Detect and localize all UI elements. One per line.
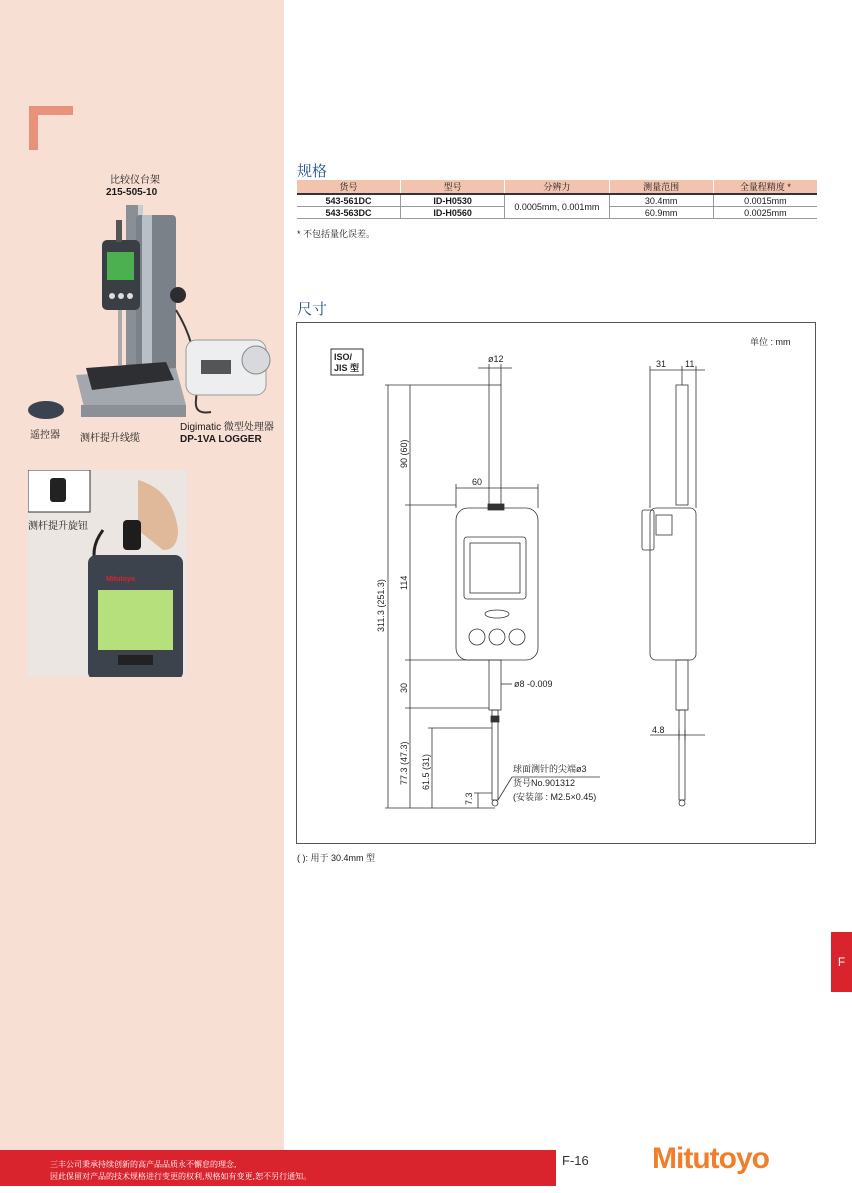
- remote-label: 遥控器: [30, 430, 60, 441]
- cell-range: 60.9mm: [609, 207, 713, 219]
- label-h30: 30: [399, 682, 409, 693]
- label-w48: 4.8: [652, 725, 665, 735]
- label-phi12: ø12: [488, 354, 504, 364]
- mitutoyo-logo: Mitutoyo: [652, 1142, 769, 1175]
- label-tip3: (安装部 : M2.5×0.45): [513, 792, 597, 802]
- iso-badge-line1: ISO/: [334, 352, 353, 362]
- spec-title: 规格: [297, 162, 328, 180]
- header-part: 货号: [297, 180, 401, 194]
- label-phi8: ø8 -0.009: [514, 679, 553, 689]
- section-tab-f[interactable]: F: [831, 932, 852, 992]
- label-h61: 61.5 (31): [421, 753, 431, 790]
- label-h114: 114: [399, 575, 409, 590]
- label-h77: 77.3 (47.3): [399, 741, 409, 785]
- dimensions-footnote: ( ): 用于 30.4mm 型: [297, 853, 376, 863]
- cell-resolution: 0.0005mm, 0.001mm: [505, 194, 609, 219]
- footer-line-1: 三丰公司秉承持续创新的高产品品质永不懈怠的理念,: [50, 1160, 237, 1169]
- spec-footnote: * 不包括量化误差。: [297, 229, 376, 239]
- label-h73: 7.3: [464, 792, 474, 805]
- device-brand: Mitutoyo: [106, 576, 136, 583]
- label-w60: 60: [472, 477, 483, 487]
- header-range: 测量范围: [609, 180, 713, 194]
- knob-label: 测杆提升旋钮: [28, 521, 88, 532]
- footer-line-2: 因此保留对产品的技术规格进行变更的权利,规格如有变更,恕不另行通知。: [50, 1172, 312, 1181]
- dimensions-title: 尺寸: [297, 300, 328, 318]
- cell-accuracy: 0.0025mm: [713, 207, 817, 219]
- cell-part: 543-563DC: [297, 207, 401, 219]
- cell-model: ID-H0560: [401, 207, 505, 219]
- iso-badge-line2: JIS 型: [334, 363, 360, 373]
- header-resolution: 分辨力: [505, 180, 609, 194]
- page-number: F-16: [562, 1153, 589, 1168]
- header-accuracy: 全量程精度 *: [713, 180, 817, 194]
- printer-label: Digimatic 微型处理器: [180, 422, 274, 433]
- unit-label: 单位 : mm: [750, 337, 791, 347]
- label-h90: 90 (60): [399, 439, 409, 468]
- stand-model: 215-505-10: [106, 187, 158, 198]
- printer-model: DP-1VA LOGGER: [180, 434, 262, 445]
- label-tip2: 货号No.901312: [513, 778, 576, 788]
- label-h311: 311.3 (251.3): [376, 579, 386, 632]
- cell-range: 30.4mm: [609, 194, 713, 207]
- label-tip1: 球面测针的尖端ø3: [513, 764, 587, 774]
- stand-label: 比较仪台架: [110, 175, 160, 186]
- label-w11: 11: [685, 359, 695, 369]
- cable-label: 测杆提升线缆: [80, 433, 140, 444]
- cell-accuracy: 0.0015mm: [713, 194, 817, 207]
- cell-model: ID-H0530: [401, 194, 505, 207]
- cell-part: 543-561DC: [297, 194, 401, 207]
- header-model: 型号: [401, 180, 505, 194]
- label-w31: 31: [656, 359, 667, 369]
